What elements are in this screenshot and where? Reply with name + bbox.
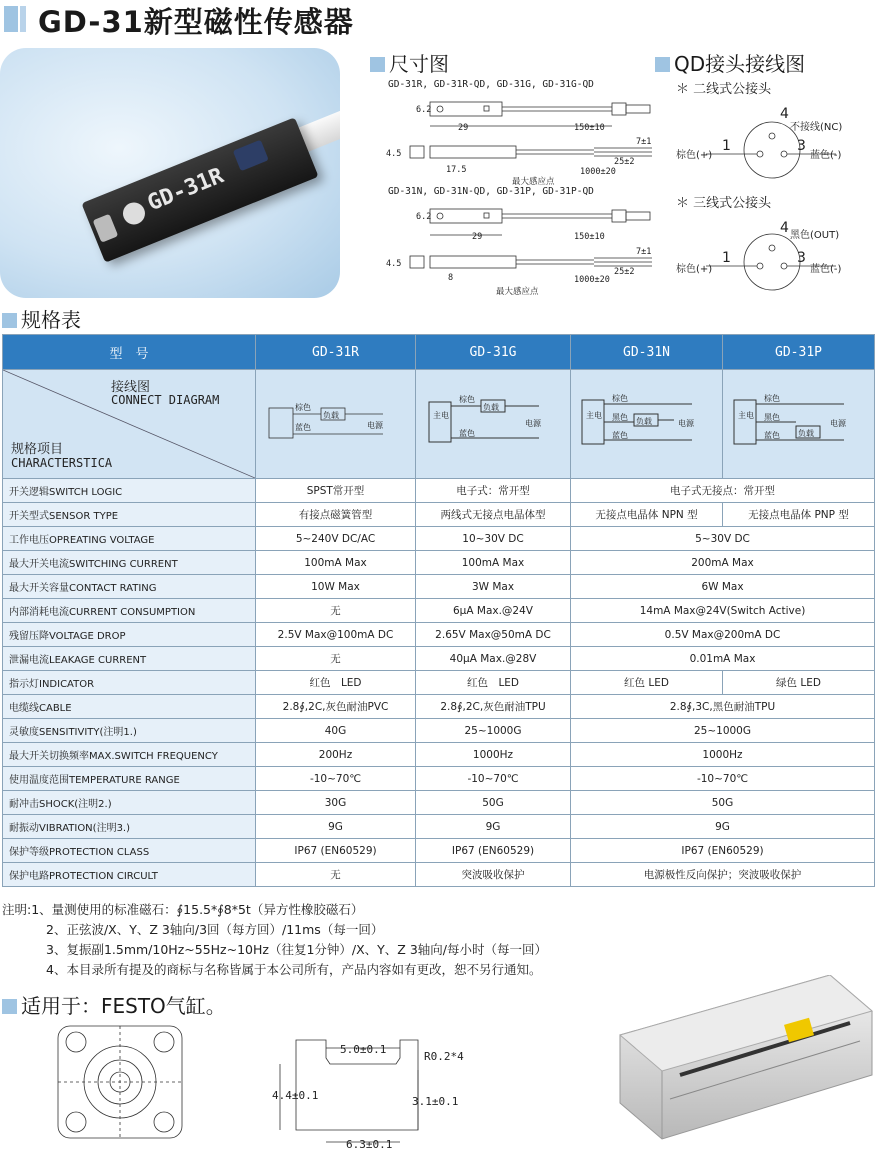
spec-row-label: 耐冲击SHOCK(注明2.) bbox=[3, 791, 256, 815]
diag-head-cn: 接线图 bbox=[111, 380, 151, 395]
dim-4-5: 4.5 bbox=[386, 149, 402, 159]
cell-gd31g: 2.8∮,2C,灰色耐油TPU bbox=[416, 695, 571, 719]
led-icon bbox=[484, 106, 489, 111]
qd3-n3: 3 bbox=[797, 250, 806, 266]
spec-row-label: 灵敏度SENSITIVITY(注明1.) bbox=[3, 719, 256, 743]
qd-heading bbox=[655, 48, 805, 77]
slot-dim-5: 5.0±0.1 bbox=[340, 1043, 387, 1056]
cell-gd31g: 40μA Max.@28V bbox=[416, 647, 571, 671]
dim2-29: 29 bbox=[472, 232, 483, 242]
sense-point-1: 最大感应点 bbox=[512, 177, 555, 187]
title-accent bbox=[4, 6, 18, 32]
qd3-pin4: 黑色(OUT) bbox=[790, 230, 840, 241]
svg-text:主电: 主电 bbox=[586, 410, 602, 420]
svg-text:棕色: 棕色 bbox=[458, 394, 475, 404]
cell-gd31r: 无 bbox=[256, 863, 416, 887]
dim2-7: 7±1 bbox=[636, 247, 652, 257]
spec-row-label: 开关逻辑SWITCH LOGIC bbox=[3, 479, 256, 503]
cell-gd31r: -10~70℃ bbox=[256, 767, 416, 791]
spec-row-label: 内部消耗电流CURRENT CONSUMPTION bbox=[3, 599, 256, 623]
cell-gd31r: 40G bbox=[256, 719, 416, 743]
dim-7: 7±1 bbox=[636, 137, 652, 147]
cell-gd31r: SPST常开型 bbox=[256, 479, 416, 503]
spec-row-label: 最大开关电流SWITCHING CURRENT bbox=[3, 551, 256, 575]
slot-dim-6-3: 6.3±0.1 bbox=[346, 1138, 393, 1151]
cell-gd31n-p: 5~30V DC bbox=[571, 527, 875, 551]
qd-title: QD接头接线图 bbox=[674, 52, 806, 76]
cell-gd31g: 两线式无接点电晶体型 bbox=[416, 503, 571, 527]
note-2: 2、正弦波/X、Y、Z 3轴向/3回（每方回）/11ms（每一回） bbox=[46, 922, 384, 937]
spec-row bbox=[3, 791, 875, 815]
dim2-150: 150±10 bbox=[574, 232, 605, 242]
spec-title: 规格表 bbox=[21, 308, 81, 332]
cell-gd31r: 200Hz bbox=[256, 743, 416, 767]
cell-gd31g: 50G bbox=[416, 791, 571, 815]
dim2-6-2: 6.2 bbox=[416, 212, 432, 222]
dim-17-5: 17.5 bbox=[446, 165, 467, 175]
spec-row bbox=[3, 623, 875, 647]
qd3-pin3: 蓝色(-) bbox=[810, 264, 842, 275]
cell-gd31g: 9G bbox=[416, 815, 571, 839]
cell-gd31p: 绿色 LED bbox=[723, 671, 875, 695]
spec-row bbox=[3, 671, 875, 695]
cell-gd31n-p: 0.5V Max@200mA DC bbox=[571, 623, 875, 647]
spec-header-row bbox=[3, 335, 875, 370]
spec-row bbox=[3, 743, 875, 767]
spec-row bbox=[3, 815, 875, 839]
connector-3wire-icon bbox=[744, 234, 800, 290]
spec-row-label: 泄漏电流LEAKAGE CURRENT bbox=[3, 647, 256, 671]
cell-gd31g: 3W Max bbox=[416, 575, 571, 599]
cell-gd31n-p: IP67 (EN60529) bbox=[571, 839, 875, 863]
cell-gd31p: 无接点电晶体 PNP 型 bbox=[723, 503, 875, 527]
cell-gd31r: 2.5V Max@100mA DC bbox=[256, 623, 416, 647]
cell-gd31g: 红色 LED bbox=[416, 671, 571, 695]
qd2-n3: 3 bbox=[797, 138, 806, 154]
page-title: GD-31新型磁性传感器 bbox=[38, 5, 354, 39]
cylinder-section-icon bbox=[50, 1020, 190, 1145]
diagram-gd31n bbox=[571, 370, 723, 479]
diagram-row-label bbox=[3, 370, 256, 479]
cell-gd31r: IP67 (EN60529) bbox=[256, 839, 416, 863]
dim2-25: 25±2 bbox=[614, 267, 635, 277]
spec-row bbox=[3, 863, 875, 887]
spec-row bbox=[3, 647, 875, 671]
svg-text:蓝色: 蓝色 bbox=[294, 422, 311, 432]
dim-8: 8 bbox=[448, 273, 454, 283]
spec-row-label: 工作电压OPREATING VOLTAGE bbox=[3, 527, 256, 551]
cell-gd31g: 100mA Max bbox=[416, 551, 571, 575]
spec-table bbox=[2, 334, 875, 887]
svg-text:棕色: 棕色 bbox=[764, 393, 780, 403]
dimension-drawing bbox=[384, 88, 664, 298]
cell-gd31n-p: -10~70℃ bbox=[571, 767, 875, 791]
qd2-n4: 4 bbox=[780, 106, 789, 122]
dim-group1-models: GD-31R, GD-31R-QD, GD-31G, GD-31G-QD bbox=[388, 79, 594, 90]
spec-row bbox=[3, 695, 875, 719]
dim2-4-5: 4.5 bbox=[386, 259, 402, 269]
qd3-n4: 4 bbox=[780, 220, 789, 236]
dim2-1000: 1000±20 bbox=[574, 275, 610, 285]
item-head-cn: 规格项目 bbox=[11, 442, 64, 457]
svg-text:黑色: 黑色 bbox=[764, 412, 780, 422]
note-3: 3、复振副1.5mm/10Hz~55Hz~10Hz（往复1分钟）/X、Y、Z 3轴向/每小时（每一回） bbox=[46, 942, 548, 957]
cell-gd31n-p: 25~1000G bbox=[571, 719, 875, 743]
col-gd31p: GD-31P bbox=[723, 335, 875, 370]
diagram-gd31g bbox=[416, 370, 571, 479]
cell-gd31n: 红色 LED bbox=[571, 671, 723, 695]
spec-row-label: 指示灯INDICATOR bbox=[3, 671, 256, 695]
spec-row-label: 电缆线CABLE bbox=[3, 695, 256, 719]
svg-text:蓝色: 蓝色 bbox=[764, 430, 780, 440]
svg-text:蓝色: 蓝色 bbox=[612, 430, 628, 440]
cell-gd31g: 电子式：常开型 bbox=[416, 479, 571, 503]
note-1: 注明:1、量测使用的标准磁石：∮15.5*∮8*5t（异方性橡胶磁石） bbox=[2, 902, 364, 917]
sensor-model-label: GD-31R bbox=[144, 163, 228, 217]
title-bar bbox=[0, 0, 890, 40]
qd-three-wire: ＊ 三线式公接头 bbox=[676, 196, 772, 211]
svg-text:电源: 电源 bbox=[678, 418, 694, 428]
svg-text:电源: 电源 bbox=[524, 418, 541, 428]
spec-row bbox=[3, 527, 875, 551]
cell-gd31n-p: 200mA Max bbox=[571, 551, 875, 575]
cell-gd31g: -10~70℃ bbox=[416, 767, 571, 791]
dim-29: 29 bbox=[458, 123, 469, 133]
spec-row bbox=[3, 575, 875, 599]
dim-150: 150±10 bbox=[574, 123, 605, 133]
diagram-gd31r bbox=[256, 370, 416, 479]
spec-row-label: 保护等级PROTECTION CLASS bbox=[3, 839, 256, 863]
svg-text:主电: 主电 bbox=[738, 410, 754, 420]
diag-head-en: CONNECT DIAGRAM bbox=[111, 393, 220, 407]
qd2-pin1: 棕色(+) bbox=[676, 150, 713, 161]
product-photo bbox=[0, 48, 340, 298]
spec-row-label: 耐振动VIBRATION(注明3.) bbox=[3, 815, 256, 839]
svg-text:负载: 负载 bbox=[482, 402, 499, 412]
qd-two-wire: ＊ 二线式公接头 bbox=[676, 82, 772, 97]
col-gd31n: GD-31N bbox=[571, 335, 723, 370]
cell-gd31r: 有接点磁簧管型 bbox=[256, 503, 416, 527]
notes bbox=[2, 900, 547, 980]
svg-text:负载: 负载 bbox=[322, 410, 339, 420]
qd2-pin4: 不接线(NC) bbox=[790, 122, 843, 133]
spec-row bbox=[3, 503, 875, 527]
cell-gd31r: 9G bbox=[256, 815, 416, 839]
spec-row bbox=[3, 551, 875, 575]
spec-heading bbox=[2, 304, 81, 333]
svg-text:负载: 负载 bbox=[798, 428, 814, 438]
cell-gd31r: 2.8∮,2C,灰色耐油PVC bbox=[256, 695, 416, 719]
col-gd31g: GD-31G bbox=[416, 335, 571, 370]
slot-dim-3-1: 3.1±0.1 bbox=[412, 1095, 459, 1108]
spec-row bbox=[3, 479, 875, 503]
spec-row-label: 保护电路PROTECTION CIRCULT bbox=[3, 863, 256, 887]
sensor-screw bbox=[93, 214, 119, 243]
spec-row bbox=[3, 599, 875, 623]
svg-text:棕色: 棕色 bbox=[612, 393, 628, 403]
title-accent-2 bbox=[20, 6, 26, 32]
cell-gd31g: 10~30V DC bbox=[416, 527, 571, 551]
cell-gd31g: IP67 (EN60529) bbox=[416, 839, 571, 863]
dim-25: 25±2 bbox=[614, 157, 635, 167]
svg-text:蓝色: 蓝色 bbox=[458, 428, 475, 438]
qd2-n1: 1 bbox=[722, 138, 731, 154]
spec-row-label: 最大开关容量CONTACT RATING bbox=[3, 575, 256, 599]
brand-logo-icon bbox=[120, 199, 149, 228]
svg-text:电源: 电源 bbox=[366, 420, 383, 430]
dimensions-heading bbox=[370, 48, 449, 77]
festo-cylinder-photo bbox=[610, 975, 880, 1145]
item-head-en: CHARACTERSTICA bbox=[11, 456, 113, 470]
cell-gd31n-p: 14mA Max@24V(Switch Active) bbox=[571, 599, 875, 623]
col-model-header: 型 号 bbox=[3, 335, 256, 370]
svg-text:主电: 主电 bbox=[432, 410, 449, 420]
spec-row-label: 使用温度范围TEMPERATURE RANGE bbox=[3, 767, 256, 791]
applies-title: 适用于：FESTO气缸。 bbox=[21, 994, 226, 1018]
cell-gd31n-p: 6W Max bbox=[571, 575, 875, 599]
cell-gd31r: 无 bbox=[256, 647, 416, 671]
cell-gd31r: 100mA Max bbox=[256, 551, 416, 575]
spec-row-label: 开关型式SENSOR TYPE bbox=[3, 503, 256, 527]
svg-text:负载: 负载 bbox=[636, 416, 652, 426]
dim-1000: 1000±20 bbox=[580, 167, 616, 177]
cell-gd31g: 1000Hz bbox=[416, 743, 571, 767]
cell-gd31n-p: 电源极性反向保护；突波吸收保护 bbox=[571, 863, 875, 887]
cell-gd31g: 25~1000G bbox=[416, 719, 571, 743]
qd3-n1: 1 bbox=[722, 250, 731, 266]
cell-gd31r: 无 bbox=[256, 599, 416, 623]
cell-gd31n-p: 2.8∮,3C,黑色耐油TPU bbox=[571, 695, 875, 719]
diagram-row bbox=[3, 370, 875, 479]
sense-point-2: 最大感应点 bbox=[496, 287, 539, 297]
spec-row-label: 最大开关切换频率MAX.SWITCH FREQUENCY bbox=[3, 743, 256, 767]
cell-gd31g: 6μA Max.@24V bbox=[416, 599, 571, 623]
svg-text:棕色: 棕色 bbox=[294, 402, 311, 412]
cell-gd31g: 突波吸收保护 bbox=[416, 863, 571, 887]
cell-gd31r: 30G bbox=[256, 791, 416, 815]
cell-gd31r: 红色 LED bbox=[256, 671, 416, 695]
spec-row bbox=[3, 767, 875, 791]
spec-body bbox=[3, 479, 875, 887]
cell-gd31n: 无接点电晶体 NPN 型 bbox=[571, 503, 723, 527]
slot-dim-4-4: 4.4±0.1 bbox=[272, 1089, 319, 1102]
spec-row bbox=[3, 839, 875, 863]
dim-6-2: 6.2 bbox=[416, 105, 432, 115]
sensor-body bbox=[81, 117, 318, 262]
qd3-pin1: 棕色(+) bbox=[676, 264, 713, 275]
spec-row-label: 残留压降VOLTAGE DROP bbox=[3, 623, 256, 647]
spec-row bbox=[3, 719, 875, 743]
cell-gd31n-p: 9G bbox=[571, 815, 875, 839]
slot-dim-r: R0.2*4 bbox=[424, 1050, 464, 1063]
note-4: 4、本目录所有提及的商标与名称皆属于本公司所有，产品内容如有更改，恕不另行通知。 bbox=[46, 962, 542, 977]
cell-gd31n-p: 0.01mA Max bbox=[571, 647, 875, 671]
indicator-window bbox=[233, 140, 269, 172]
cell-gd31g: 2.65V Max@50mA DC bbox=[416, 623, 571, 647]
svg-text:黑色: 黑色 bbox=[612, 412, 628, 422]
sensor-top-outline bbox=[430, 102, 502, 116]
qd2-pin3: 蓝色(-) bbox=[810, 150, 842, 161]
cell-gd31r: 5~240V DC/AC bbox=[256, 527, 416, 551]
cell-gd31n-p: 50G bbox=[571, 791, 875, 815]
applies-heading bbox=[2, 990, 226, 1019]
svg-text:电源: 电源 bbox=[830, 418, 846, 428]
screw-icon bbox=[437, 106, 443, 112]
dim-group2-models: GD-31N, GD-31N-QD, GD-31P, GD-31P-QD bbox=[388, 186, 594, 197]
dimensions-title: 尺寸图 bbox=[389, 52, 449, 76]
cell-gd31n-p: 1000Hz bbox=[571, 743, 875, 767]
col-gd31r: GD-31R bbox=[256, 335, 416, 370]
cell-gd31r: 10W Max bbox=[256, 575, 416, 599]
cell-gd31n-p: 电子式无接点：常开型 bbox=[571, 479, 875, 503]
diagram-gd31p bbox=[723, 370, 875, 479]
